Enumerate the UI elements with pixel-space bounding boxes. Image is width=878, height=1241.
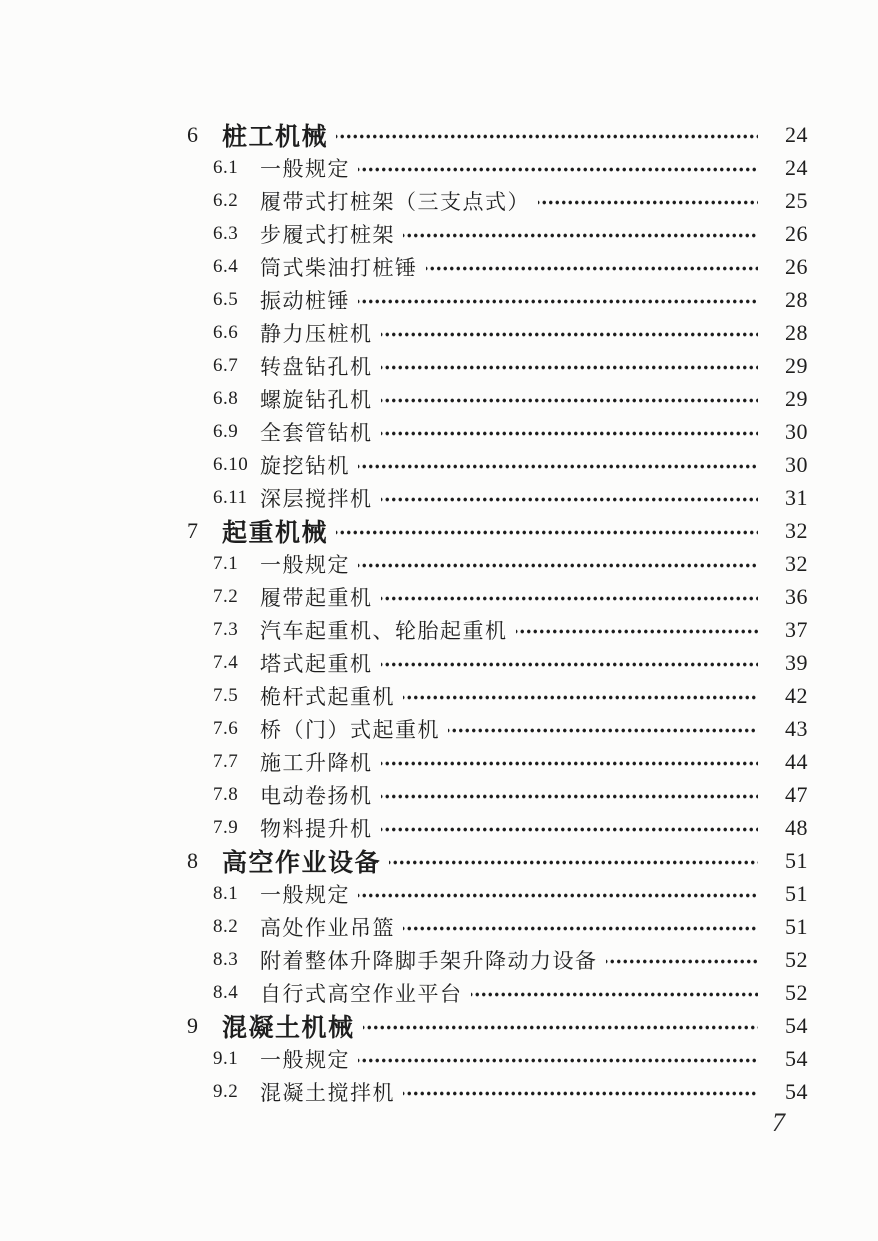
toc-entry-number: 7.9	[213, 816, 239, 838]
toc-entry-page: 28	[785, 319, 808, 345]
toc-entry-number: 6	[187, 121, 199, 147]
toc-entry-page: 51	[785, 913, 808, 939]
dot-leader	[358, 547, 758, 580]
toc-section-row	[0, 580, 878, 613]
toc-section-row	[0, 382, 878, 415]
toc-entry-title: 一般规定	[260, 552, 350, 577]
dot-leader	[606, 943, 759, 976]
toc-entry-page: 29	[785, 352, 808, 378]
toc-entry-page: 24	[785, 121, 808, 147]
dot-leader	[381, 745, 759, 778]
dot-leader	[336, 118, 758, 151]
toc-section-row	[0, 151, 878, 184]
toc-entry-number: 7.3	[213, 618, 239, 640]
toc-section-row	[0, 1042, 878, 1075]
toc-entry-page: 28	[785, 286, 808, 312]
dot-leader	[358, 283, 758, 316]
page-folio: 7	[772, 1108, 785, 1137]
dot-leader	[381, 349, 759, 382]
dot-leader	[381, 646, 759, 679]
dot-leader	[381, 580, 759, 613]
toc-entry-title: 转盘钻孔机	[260, 354, 373, 379]
dot-leader	[538, 184, 758, 217]
toc-section-row	[0, 1075, 878, 1108]
toc-entry-title: 步履式打桩架	[260, 222, 395, 247]
toc-section-row	[0, 448, 878, 481]
dot-leader	[358, 1042, 758, 1075]
toc-chapter-row	[0, 844, 878, 877]
toc-section-row	[0, 910, 878, 943]
dot-leader	[381, 415, 759, 448]
toc-entry-number: 7.1	[213, 552, 239, 574]
toc-section-row	[0, 250, 878, 283]
toc-entry-title: 一般规定	[260, 1047, 350, 1072]
toc-entry-number: 7.6	[213, 717, 239, 739]
toc-entry-number: 6.9	[213, 420, 239, 442]
toc-entry-number: 6.3	[213, 222, 239, 244]
dot-leader	[403, 679, 758, 712]
toc-entry-page: 43	[785, 715, 808, 741]
toc-entry-page: 54	[785, 1012, 808, 1038]
toc-section-row	[0, 349, 878, 382]
toc-entry-title: 筒式柴油打桩锤	[260, 255, 418, 280]
toc-section-row	[0, 976, 878, 1009]
toc-section-row	[0, 547, 878, 580]
toc-entry-number: 7.8	[213, 783, 239, 805]
toc-entry-number: 9.2	[213, 1080, 239, 1102]
toc-entry-number: 6.6	[213, 321, 239, 343]
toc-entry-title: 混凝土机械	[222, 1014, 355, 1042]
toc-entry-title: 施工升降机	[260, 750, 373, 775]
toc-entry-page: 30	[785, 451, 808, 477]
dot-leader	[381, 316, 759, 349]
toc-entry-page: 51	[785, 847, 808, 873]
toc-entry-page: 30	[785, 418, 808, 444]
toc-entry-page: 26	[785, 220, 808, 246]
dot-leader	[358, 877, 758, 910]
toc-entry-title: 一般规定	[260, 156, 350, 181]
toc-entry-page: 44	[785, 748, 808, 774]
dot-leader	[381, 811, 759, 844]
toc-entry-title: 履带起重机	[260, 585, 373, 610]
toc-entry-title: 桩工机械	[222, 123, 329, 151]
toc-entry-number: 6.2	[213, 189, 239, 211]
toc-entry-title: 高处作业吊篮	[260, 915, 395, 940]
dot-leader	[336, 514, 758, 547]
toc-entry-title: 附着整体升降脚手架升降动力设备	[260, 948, 598, 973]
toc-entry-page: 42	[785, 682, 808, 708]
toc-entry-number: 7.7	[213, 750, 239, 772]
toc-entry-title: 电动卷扬机	[260, 783, 373, 808]
toc-entry-page: 29	[785, 385, 808, 411]
toc-section-row	[0, 679, 878, 712]
dot-leader	[358, 151, 758, 184]
dot-leader	[426, 250, 759, 283]
toc-entry-page: 37	[785, 616, 808, 642]
toc-entry-title: 混凝土搅拌机	[260, 1080, 395, 1105]
toc-entry-title: 螺旋钻孔机	[260, 387, 373, 412]
toc-entry-page: 32	[785, 550, 808, 576]
toc-entry-number: 7.4	[213, 651, 239, 673]
toc-entry-page: 52	[785, 979, 808, 1005]
toc-section-row	[0, 613, 878, 646]
dot-leader	[471, 976, 759, 1009]
toc-section-row	[0, 481, 878, 514]
toc-entry-page: 39	[785, 649, 808, 675]
dot-leader	[381, 778, 759, 811]
dot-leader	[448, 712, 758, 745]
toc-chapter-row	[0, 118, 878, 151]
toc-entry-page: 24	[785, 154, 808, 180]
toc-entry-title: 自行式高空作业平台	[260, 981, 463, 1006]
toc-entry-page: 26	[785, 253, 808, 279]
toc-entry-number: 9.1	[213, 1047, 239, 1069]
dot-leader	[381, 481, 759, 514]
toc-section-row	[0, 217, 878, 250]
toc-entry-page: 52	[785, 946, 808, 972]
toc-section-row	[0, 811, 878, 844]
toc-section-row	[0, 283, 878, 316]
toc-entry-title: 桅杆式起重机	[260, 684, 395, 709]
toc-entry-number: 8.1	[213, 882, 239, 904]
toc-section-row	[0, 316, 878, 349]
toc-entry-title: 静力压桩机	[260, 321, 373, 346]
dot-leader	[358, 448, 758, 481]
toc-entry-page: 31	[785, 484, 808, 510]
toc-section-row	[0, 877, 878, 910]
toc-entry-number: 7	[187, 517, 199, 543]
toc-entry-number: 8.3	[213, 948, 239, 970]
toc-entry-number: 8	[187, 847, 199, 873]
toc-section-row	[0, 943, 878, 976]
toc-entry-title: 一般规定	[260, 882, 350, 907]
toc-entry-title: 桥（门）式起重机	[260, 717, 440, 742]
toc-entry-number: 6.10	[213, 453, 249, 475]
toc-entry-title: 履带式打桩架（三支点式）	[260, 189, 530, 214]
toc-entry-number: 7.5	[213, 684, 239, 706]
toc-chapter-row	[0, 1009, 878, 1042]
toc-section-row	[0, 646, 878, 679]
dot-leader	[381, 382, 759, 415]
toc-entry-title: 振动桩锤	[260, 288, 350, 313]
toc-entry-title: 旋挖钻机	[260, 453, 350, 478]
dot-leader	[403, 1075, 758, 1108]
toc-entry-title: 全套管钻机	[260, 420, 373, 445]
toc-entry-page: 54	[785, 1045, 808, 1071]
toc-section-row	[0, 778, 878, 811]
toc-entry-title: 物料提升机	[260, 816, 373, 841]
toc-list	[0, 118, 878, 1108]
toc-entry-number: 6.1	[213, 156, 239, 178]
toc-entry-title: 起重机械	[222, 519, 329, 547]
toc-entry-number: 7.2	[213, 585, 239, 607]
toc-entry-title: 塔式起重机	[260, 651, 373, 676]
toc-entry-page: 36	[785, 583, 808, 609]
toc-section-row	[0, 415, 878, 448]
toc-entry-number: 8.4	[213, 981, 239, 1003]
dot-leader	[389, 844, 758, 877]
toc-entry-page: 48	[785, 814, 808, 840]
toc-entry-page: 54	[785, 1078, 808, 1104]
toc-entry-title: 深层搅拌机	[260, 486, 373, 511]
dot-leader	[516, 613, 759, 646]
toc-entry-number: 6.5	[213, 288, 239, 310]
dot-leader	[363, 1009, 758, 1042]
toc-section-row	[0, 184, 878, 217]
toc-section-row	[0, 745, 878, 778]
toc-entry-number: 6.7	[213, 354, 239, 376]
dot-leader	[403, 910, 758, 943]
toc-entry-number: 9	[187, 1012, 199, 1038]
toc-entry-page: 25	[785, 187, 808, 213]
toc-entry-title: 汽车起重机、轮胎起重机	[260, 618, 508, 643]
toc-entry-number: 6.8	[213, 387, 239, 409]
toc-entry-number: 6.4	[213, 255, 239, 277]
toc-entry-number: 8.2	[213, 915, 239, 937]
toc-section-row	[0, 712, 878, 745]
toc-entry-number: 6.11	[213, 486, 248, 508]
dot-leader	[403, 217, 758, 250]
toc-chapter-row	[0, 514, 878, 547]
toc-entry-page: 47	[785, 781, 808, 807]
toc-entry-page: 32	[785, 517, 808, 543]
toc-entry-page: 51	[785, 880, 808, 906]
toc-entry-title: 高空作业设备	[222, 849, 382, 877]
